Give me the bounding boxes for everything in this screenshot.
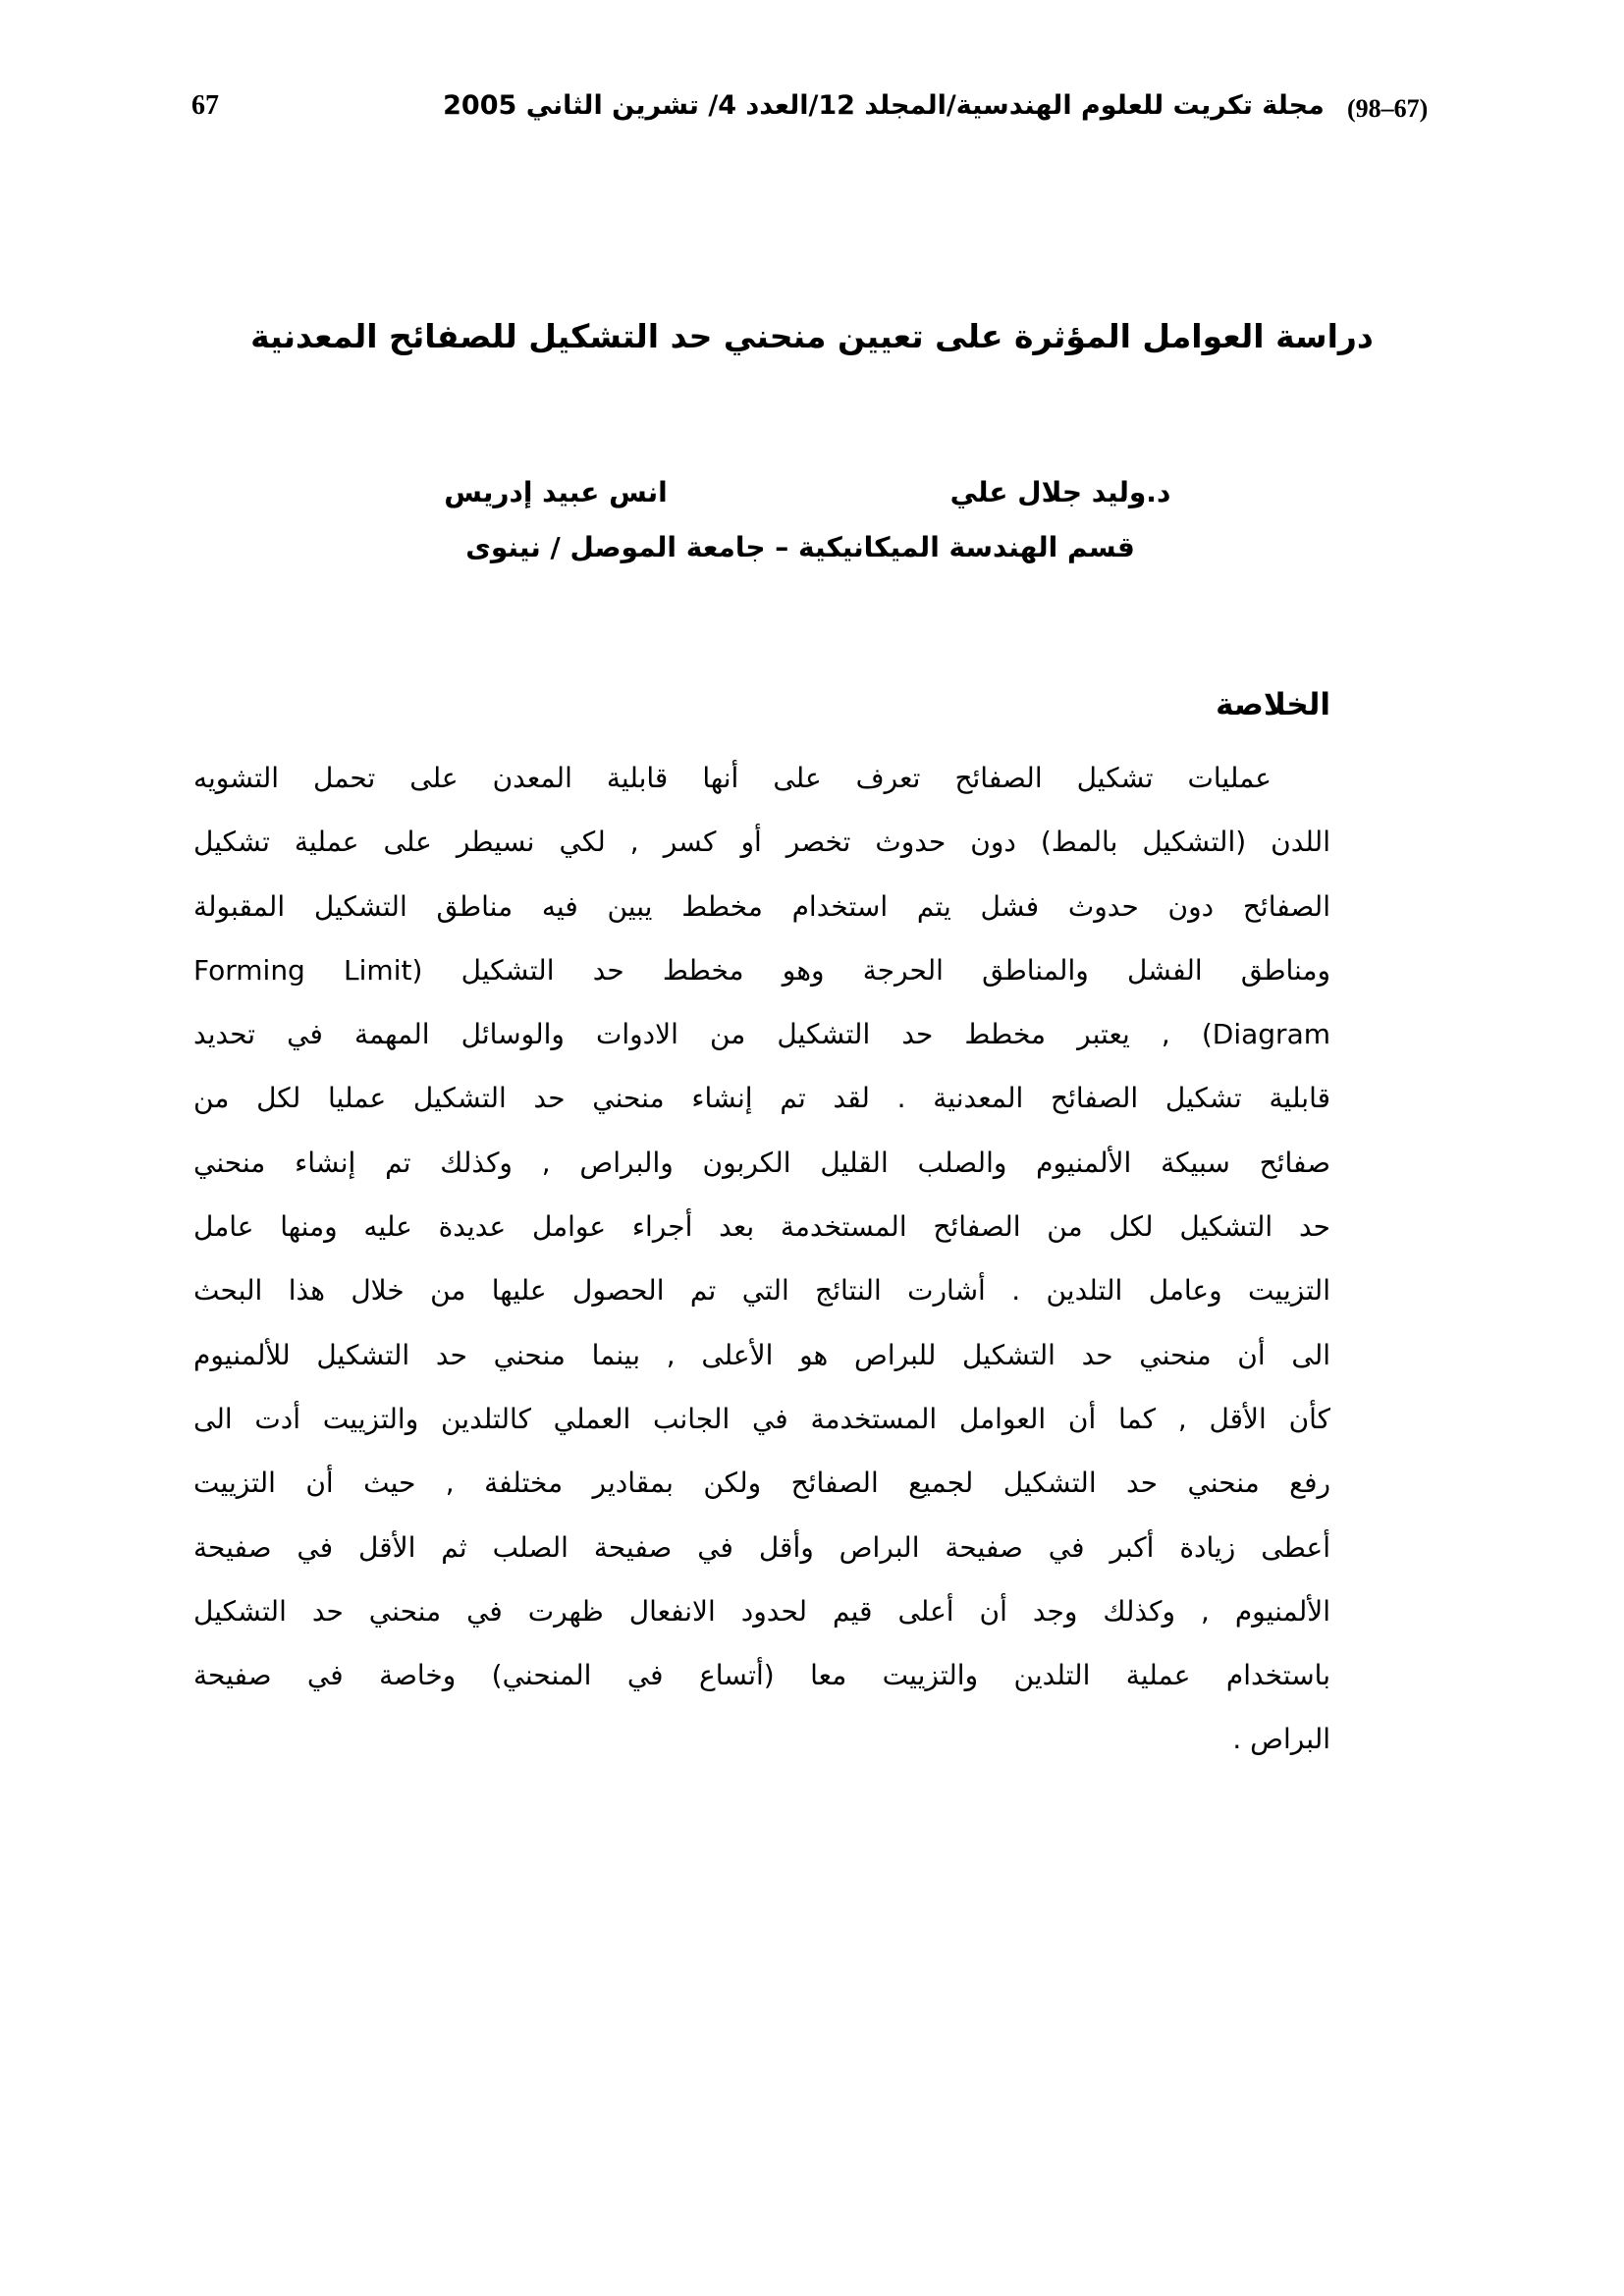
abstract-line: Diagram) , يعتبر مخطط حد التشكيل من الادوات والوسائل المهمة في تحديد xyxy=(193,1018,1330,1051)
abstract-line: كأن الأقل , كما أن العوامل المستخدمة في الجانب العملي كالتلدين والتزييت أدت الى xyxy=(193,1402,1330,1435)
abstract-line: صفائح سبيكة الألمنيوم والصلب القليل الكربون والبراص , وكذلك تم إنشاء منحني xyxy=(193,1146,1330,1179)
abstract-line: الصفائح دون حدوث فشل يتم استخدام مخطط يبين فيه مناطق التشكيل المقبولة xyxy=(193,889,1330,923)
paper-title: دراسة العوامل المؤثرة على تعيين منحني حد التشكيل للصفائح المعدنية xyxy=(250,317,1374,355)
abstract-line: باستخدام عملية التلدين والتزييت معا (أتساع في المنحني) وخاصة في صفيحة xyxy=(193,1659,1330,1692)
authors-row xyxy=(191,476,1330,517)
abstract-line: البراص . xyxy=(1232,1723,1330,1756)
abstract-line: قابلية تشكيل الصفائح المعدنية . لقد تم إنشاء منحني حد التشكيل عمليا لكل من xyxy=(193,1082,1330,1115)
page-range: (98–67) xyxy=(1347,94,1429,123)
author-name-first: د.وليد جلال علي xyxy=(949,476,1171,508)
author-name-second: انس عبيد إدريس xyxy=(444,476,668,508)
abstract-line: الى أن منحني حد التشكيل للبراص هو الأعلى , بينما منحني حد التشكيل للألمنيوم xyxy=(193,1338,1330,1371)
abstract-line: الألمنيوم , وكذلك وجد أن أعلى قيم لحدود الانفعال ظهرت في منحني حد التشكيل xyxy=(193,1594,1330,1628)
abstract-line: حد التشكيل لكل من الصفائح المستخدمة بعد أجراء عوامل عديدة عليه ومنها عامل xyxy=(193,1210,1330,1244)
page-number: 67 xyxy=(191,90,219,121)
abstract-line: ومناطق الفشل والمناطق الحرجة وهو مخطط حد التشكيل (Forming Limit xyxy=(193,953,1330,987)
abstract-line: التزييت وعامل التلدين . أشارت النتائج التي تم الحصول عليها من خلال هذا البحث xyxy=(193,1274,1330,1308)
abstract-line: أعطى زيادة أكبر في صفيحة البراص وأقل في صفيحة الصلب ثم الأقل في صفيحة xyxy=(193,1530,1330,1564)
abstract-heading: الخلاصة xyxy=(1216,687,1330,722)
abstract-line: رفع منحني حد التشكيل لجميع الصفائح ولكن بمقادير مختلفة , حيث أن التزييت xyxy=(193,1467,1330,1500)
journal-header: مجلة تكريت للعلوم الهندسية/المجلد 12/العدد 4/ تشرين الثاني 2005 xyxy=(443,90,1325,121)
affiliation: قسم الهندسة الميكانيكية – جامعة الموصل / نينوى xyxy=(465,531,1135,563)
abstract-line: عمليات تشكيل الصفائح تعرف على أنها قابلية المعدن على تحمل التشويه xyxy=(193,762,1272,794)
abstract-line: اللدن (التشكيل بالمط) دون حدوث تخصر أو كسر , لكي نسيطر على عملية تشكيل xyxy=(193,826,1330,859)
abstract-paragraph xyxy=(193,746,1330,1772)
